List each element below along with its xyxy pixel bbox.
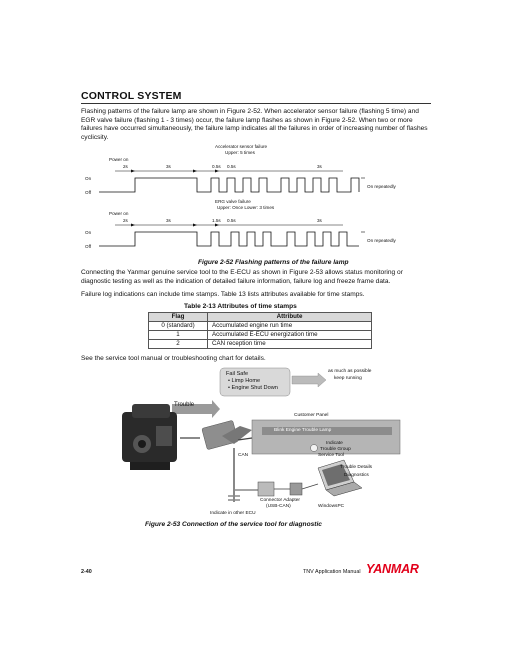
wf-top-signal	[99, 178, 359, 192]
wf-bottom-t4: 0.5s	[227, 218, 236, 223]
wf-top-t4: 0.5s	[227, 164, 236, 169]
trouble-group-label: Trouble Group	[320, 447, 351, 452]
diagnostics-label: Diagnostics	[344, 473, 369, 478]
table-cell-attribute: CAN reception time	[208, 340, 372, 349]
table-header-flag: Flag	[149, 313, 208, 322]
as-much-label: as much as possible	[328, 369, 372, 374]
wf-bottom-power-on: Power on	[109, 211, 129, 216]
engine-image	[122, 404, 177, 470]
table-cell-flag: 0 (standard)	[149, 322, 208, 331]
wf-top-t2: 3s	[166, 164, 171, 169]
wf-bottom-repeat: On repeatedly	[367, 238, 396, 243]
table-row	[149, 322, 372, 331]
can-label: CAN	[238, 453, 249, 458]
figure-2-53-caption: Figure 2-53 Connection of the service tool for diagnostic	[145, 521, 322, 528]
wf-bottom-off: Off	[85, 244, 92, 249]
trouble-label: Trouble	[174, 402, 195, 408]
wf-bottom-signal	[99, 232, 359, 246]
see-paragraph: See the service tool manual or troubleshooting chart for details.	[81, 355, 266, 362]
wf-bottom-title2: Upper: Once Lower: 3 times	[217, 205, 275, 210]
page-number: 2-40	[81, 569, 92, 575]
manual-title: TNV Application Manual	[303, 569, 361, 575]
section-title: CONTROL SYSTEM	[81, 90, 182, 102]
windows-pc-label: WindowsPC	[318, 504, 345, 509]
table-header-attribute: Attribute	[208, 313, 372, 322]
wf-top-off: Off	[85, 190, 92, 195]
blink-lamp-label: Blink Engine Trouble Lamp	[274, 428, 332, 433]
wf-bottom-t2: 3s	[166, 218, 171, 223]
waveform-drawing	[81, 140, 431, 258]
fail-safe-item-limp-home: • Limp Home	[228, 378, 261, 384]
yanmar-logo: YANMAR	[366, 562, 419, 576]
connector-adapter-label: Connector Adapter	[260, 498, 301, 503]
wf-bottom-t3: 1.5s	[212, 218, 221, 223]
indicate-label: Indicate	[326, 441, 343, 446]
wf-top-repeat: On repeatedly	[367, 184, 396, 189]
table-2-13-title: Table 2-13 Attributes of time stamps	[184, 303, 297, 310]
fail-safe-title: Fail Safe	[226, 371, 249, 377]
connect-paragraph: Connecting the Yanmar genuine service tool to the E-ECU as shown in Figure 2-53 allows status monitoring or diagnostic testing as well as the indication of detailed failure information, failure log and freeze frame data.	[81, 269, 403, 285]
wf-top-title1: Accelerator sensor failure	[215, 144, 268, 149]
wf-top-t3: 0.5s	[212, 164, 221, 169]
wf-top-title2: Upper: 5 times	[225, 150, 255, 155]
attributes-table	[148, 312, 372, 349]
figure-2-52	[81, 140, 431, 258]
wf-top-t1: 2s	[123, 164, 128, 169]
table-header-row	[149, 313, 372, 322]
table-cell-flag: 1	[149, 331, 208, 340]
section-rule	[81, 103, 431, 104]
table-cell-attribute: Accumulated E-ECU energization time	[208, 331, 372, 340]
wf-bottom-on: On	[85, 230, 92, 235]
wf-bottom-t5: 3s	[317, 218, 322, 223]
keep-running-label: keep running	[334, 376, 362, 381]
customer-panel-label: Customer Panel	[294, 413, 329, 418]
usb-can-label: (USB-CAN)	[266, 504, 291, 509]
trouble-details-label: Trouble Details	[340, 465, 373, 470]
service-tool-label: Service Tool	[318, 453, 345, 458]
indicate-other-ecu-label: Indicate in other ECU	[210, 511, 256, 516]
wf-top-t5: 3s	[317, 164, 322, 169]
table-row	[149, 331, 372, 340]
wf-bottom-title1: ERG valve failure	[215, 199, 251, 204]
wf-top-power-on: Power on	[109, 157, 129, 162]
wf-bottom-t1: 2s	[123, 218, 128, 223]
fail-safe-item-shutdown: • Engine Shut Down	[228, 385, 278, 391]
wf-top-on: On	[85, 176, 92, 181]
table-cell-flag: 2	[149, 340, 208, 349]
failure-log-paragraph: Failure log indications can include time stamps. Table 13 lists attributes available for time stamps.	[81, 291, 365, 298]
figure-2-53	[112, 364, 412, 519]
figure-2-52-caption: Figure 2-52 Flashing patterns of the failure lamp	[198, 259, 349, 266]
table-cell-attribute: Accumulated engine run time	[208, 322, 372, 331]
table-row	[149, 340, 372, 349]
intro-paragraph: Flashing patterns of the failure lamp are shown in Figure 2-52. When accelerator sensor failure (flashing 5 time) and EGR valve failure (flashing 1 - 3 times) occur, the failure lamp flashes as shown in Figure 2-52. When two or more failures have occurred simultaneously, the failure lamp indicates all the failures in order of increasing number of flashes cyclicsity.	[81, 108, 428, 141]
